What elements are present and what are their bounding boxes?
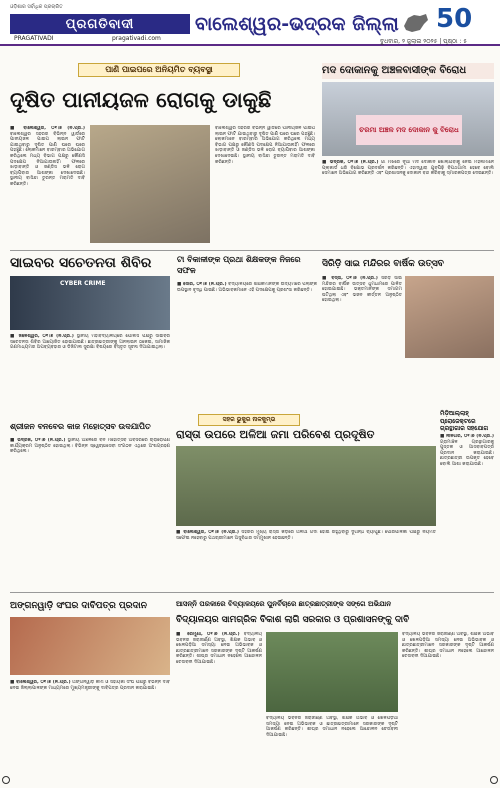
- story1-kicker: ପାଣି ପାଇପରେ ଅନିୟମିତ ବ୍ୟବସ୍ଥା: [78, 63, 240, 77]
- story9-body: ■ ବାଲେଶ୍ୱର, ୦୧।୭ (ନି.ପ୍ର.) ଅଙ୍ଗନୱାଡ଼ି କର୍ମୀ ଓ ସହାୟିକା ସଂଘ ପକ୍ଷରୁ ବିଭିନ୍ନ ଦାବି ନେଇ ଜିଲ୍ଲାପାଳଙ୍କ ମାଧ୍ୟମରେ ମୁଖ୍ୟମନ୍ତ୍ରୀଙ୍କୁ ଦାବିପତ୍ର ପ୍ରଦାନ କରାଯାଇଛି।: [10, 680, 170, 691]
- story10-body: ■ ରେମୁଣା, ୦୧।୭ (ନି.ପ୍ର.) ବିଦ୍ୟାଳୟ ଭବନର ଜରାଜୀର୍ଣ୍ଣ ଅବସ୍ଥା, ଶିକ୍ଷକ ଅଭାବ ଓ ଖେଳପଡ଼ିଆ ସମସ୍ୟା ନେଇ ଅଭିଭାବକ ଓ ଛାତ୍ରଛାତ୍ରୀମାନେ ସରକାରଙ୍କ ଦୃଷ୍ଟି ଆକର୍ଷଣ କରିଛନ୍ତି। ଶୀଘ୍ର ସମାଧାନ ନହେଲେ ଆନ୍ଦୋଳନ ଚେତାବନୀ ଦିଆଯାଇଛି।: [176, 632, 262, 665]
- story3-body: ■ ଜଳେଶ୍ୱର, ୦୧।୭ (ନି.ପ୍ର.) ସ୍ଥାନୀୟ ମହାବିଦ୍ୟାଳୟରେ ପୋଲିସ ପକ୍ଷରୁ ସାଇବର ସଚେତନତା ଶିବିର ଆୟୋଜିତ ହୋଇଯାଇଛି। ଛାତ୍ରଛାତ୍ରୀଙ୍କୁ ଅନଲାଇନ ଠକେଇ, ସାମାଜିକ ଗଣମାଧ୍ୟମର ଅପବ୍ୟବହାର ଓ ଡିଜିଟାଲ ସୁରକ୍ଷା ବିଷୟରେ ବିସ୍ତୃତ ସୂଚନା ଦିଆଯାଇଥିଲା।: [10, 334, 170, 351]
- registration-mark: [2, 776, 10, 784]
- anniversary-badge: 50: [436, 4, 473, 34]
- logo-subtitle: PRAGATIVADI: [14, 35, 54, 42]
- story2-body: ■ ଭଦ୍ରକ, ୦୧।୭ (ନି.ପ୍ର.) ଗାଁ ମଝିରେ ନୂଆ ମଦ ଦୋକାନ ଖୋଲାଯିବାକୁ ନେଇ ମହିଳାମାନେ ପ୍ଲାକାର୍ଡ ଧରି ବିକ୍ଷୋଭ ପ୍ରଦର୍ଶନ କରିଛନ୍ତି। ଏହାଦ୍ୱାରା ଯୁବପିଢ଼ି ବିପଥଗାମୀ ହେବେ ବୋଲି ସେମାନେ ଅଭିଯୋଗ କରିଛନ୍ତି ଏବଂ ପ୍ରଶାସନକୁ ଦୋକାନ ବନ୍ଦ କରିବାକୁ ସ୍ମାରକପତ୍ର ଦେଇଛନ୍ତି।: [322, 160, 494, 177]
- website-link[interactable]: pragativadi.com: [112, 35, 161, 42]
- story9-photo-anganwadi: [10, 617, 170, 675]
- odisha-map-icon: [402, 12, 430, 34]
- story5-body: ■ ବସ୍ତା, ୦୧।୭ (ନି.ପ୍ର.) ସିରିଡ଼ି ସାଇ ମନ୍ଦିରର ବାର୍ଷିକ ଉତ୍ସବ ଧୁମଧାମରେ ପାଳିତ ହୋଇଯାଇଛି। ଭକ୍ତମାନଙ୍କ ସମାଗମ ଘଟିଥିଲା ଏବଂ ଭଜନ କୀର୍ତ୍ତନ ଅନୁଷ୍ଠିତ ହୋଇଥିଲା।: [322, 276, 402, 304]
- story6-photo-garbage: [176, 446, 436, 526]
- story6-body: ■ ବାଲେଶ୍ୱର, ୦୧।୭ (ନି.ପ୍ର.) ସହରର ମୁଖ୍ୟ ରାସ୍ତା କଡ଼ରେ ଅଳିଆ ଗଦା ହୋଇ ରହୁଥିବାରୁ ଦୁର୍ଗନ୍ଧ ବ୍ୟାପୁଛି। ପୌରପାଳିକା ପକ୍ଷରୁ ନିୟମିତ ସଫେଇ ନହେବାରୁ ପଥଚାରୀମାନେ ଅସୁବିଧାର ସମ୍ମୁଖୀନ ହେଉଛନ୍ତି।: [176, 530, 436, 541]
- story3-screen-text: CYBER CRIME: [60, 280, 106, 287]
- dateline: ବୁଧବାର, ୨ ଜୁଲାଇ ୨୦୨୫ | ପୃଷ୍ଠା : ୫: [380, 38, 468, 45]
- story5-headline[interactable]: ସିରିଡ଼ି ସାଇ ମନ୍ଦିରର ବାର୍ଷିକ ଉତ୍ସବ: [322, 259, 444, 269]
- story2-headline[interactable]: ମଦ ଦୋକାନକୁ ଅଞ୍ଚଳବାସୀଙ୍କ ବିରୋଧ: [322, 63, 494, 79]
- story1-body: ■ ବାଲେଶ୍ୱର, ୦୧।୭ (ନି.ପ୍ର.) ବାଲେଶ୍ୱର ସହରର ବିଭିନ୍ନ ୱାର୍ଡରେ ପାନୀୟଜଳ ପାଇପ ଲାଇନ ଫାଟି ଯାଇଥିବାରୁ ଦୂଷିତ ପାଣି ଘରେ ଘରେ ପହଞ୍ଚୁଛି। ଲୋକମାନେ ବାରମ୍ବାର ଅଭିଯୋଗ କରିଥିଲେ ମଧ୍ୟ ବିଭାଗ ପକ୍ଷରୁ କୌଣସି ପଦକ୍ଷେପ ନିଆଯାଉନାହିଁ। ଫଳରେ ଝାଡ଼ାବାନ୍ତି ଓ ଜଣ୍ଡିସ ଭଳି ରୋଗ ବ୍ୟାପିବାର ଆଶଙ୍କା ଦେଖାଦେଇଛି। ସ୍ଥାନୀୟ ବାସିନ୍ଦା ତୁରନ୍ତ ମରାମତି ଦାବି କରିଛନ୍ତି।: [10, 126, 85, 187]
- story4-headline[interactable]: ଟା ବିକାଳୀଙ୍କ ପ୍ରଥା ଶିକ୍ଷକଙ୍କ ନିଜରେ ସଫଳ: [177, 255, 301, 275]
- story10-body-continued: ବିଦ୍ୟାଳୟ ଭବନର ଜରାଜୀର୍ଣ୍ଣ ଅବସ୍ଥା, ଶିକ୍ଷକ ଅଭାବ ଓ ଖେଳପଡ଼ିଆ ସମସ୍ୟା ନେଇ ଅଭିଭାବକ ଓ ଛାତ୍ରଛାତ୍ରୀମାନେ ସରକାରଙ୍କ ଦୃଷ୍ଟି ଆକର୍ଷଣ କରିଛନ୍ତି। ଶୀଘ୍ର ସମାଧାନ ନହେଲେ ଆନ୍ଦୋଳନ ଚେତାବନୀ ଦିଆଯାଇଛି।: [266, 716, 398, 738]
- registration-mark: [490, 776, 498, 784]
- story7-body: ■ ଭଦ୍ରକ, ୦୧।୭ (ନି.ପ୍ର.) ସ୍ଥାନୀୟ ଅଞ୍ଚଳରେ ବନ ମହୋତ୍ସବ ଅବସରରେ ଚାରାରୋପଣ କାର୍ଯ୍ୟକ୍ରମ ଅନୁଷ୍ଠିତ ହୋଇଥିଲା। ବିଭିନ୍ନ ସ୍ୱେଚ୍ଛାସେବୀ ସଂଗଠନ ଏଥିରେ ଅଂଶଗ୍ରହଣ କରିଥିଲେ।: [10, 438, 170, 455]
- story5-photo-temple: [405, 276, 494, 358]
- story1-photo-dirty-water-pit: [90, 125, 210, 243]
- story3-headline[interactable]: ସାଇବର ସଚେତନତା ଶିବିର: [10, 255, 152, 271]
- story7-headline[interactable]: ଶ୍ରୀଜନ ବନବେର କାଜ ମହୋତ୍ସବ ଉଦଯାପିତ: [10, 422, 151, 431]
- story1-headline[interactable]: ଦୂଷିତ ପାନୀୟଜଳ ରୋଗକୁ ଡାକୁଛି: [10, 88, 272, 112]
- story8-headline[interactable]: ମିଡ଼ିଆଲ୍ଲାହ୍ ପ୍ରୋଜେକ୍ଟରେ ଗ୍ରନ୍ଥାଗାର ସହଯୋଗ: [440, 410, 489, 432]
- newspaper-logo[interactable]: ପ୍ରଗତିବାଦୀ: [10, 14, 190, 34]
- story4-body: ■ ସୋର, ୦୧।୭ (ନି.ପ୍ର.) ବିଦ୍ୟାଳୟରେ ଶିକ୍ଷକମାନଙ୍କ ଉଦ୍ୟମରେ ପିଲାଙ୍କ ଉପସ୍ଥାନ ବୃଦ୍ଧି ପାଇଛି। ଅଭିଭାବକମାନେ ଏହି ପଦକ୍ଷେପକୁ ପ୍ରଶଂସା କରିଛନ୍ତି।: [177, 282, 317, 293]
- story2-protest-banner: ଚରମା ଅଞ୍ଚଳ ମଦ ଦୋକାନ କୁ ବିରୋଧ: [356, 115, 462, 145]
- district-title: ବାଲେଶ୍ୱର-ଭଦ୍ରକ ଜିଲ୍ଲା: [195, 13, 399, 35]
- story10-headline-main[interactable]: ବିଦ୍ୟାଳୟର ସାମଗ୍ରିକ ବିକାଶ ଲାଗି ସରକାର ଓ ପ୍ରଶାସନଙ୍କୁ ଦାବି: [176, 615, 410, 625]
- masthead-tagline: ଓଡ଼ିଶାର ସର୍ବାଧିକ ପ୍ରଚାରିତ: [10, 4, 63, 10]
- story6-headline[interactable]: ରାସ୍ତା ଉପରେ ଅଳିଆ ଜମା ପରିବେଶ ପ୍ରଦୂଷିତ: [176, 428, 375, 441]
- story1-body-continued: ବାଲେଶ୍ୱର ସହରର ବିଭିନ୍ନ ୱାର୍ଡରେ ପାନୀୟଜଳ ପାଇପ ଲାଇନ ଫାଟି ଯାଇଥିବାରୁ ଦୂଷିତ ପାଣି ଘରେ ଘରେ ପହଞ୍ଚୁଛି। ଲୋକମାନେ ବାରମ୍ବାର ଅଭିଯୋଗ କରିଥିଲେ ମଧ୍ୟ ବିଭାଗ ପକ୍ଷରୁ କୌଣସି ପଦକ୍ଷେପ ନିଆଯାଉନାହିଁ। ଫଳରେ ଝାଡ଼ାବାନ୍ତି ଓ ଜଣ୍ଡିସ ଭଳି ରୋଗ ବ୍ୟାପିବାର ଆଶଙ୍କା ଦେଖାଦେଇଛି। ସ୍ଥାନୀୟ ବାସିନ୍ଦା ତୁରନ୍ତ ମରାମତି ଦାବି କରିଛନ୍ତି।: [215, 126, 315, 165]
- story6-kicker: ସହର ଭୁକୁର ନାଳକୁମ୍ଭ: [198, 414, 300, 426]
- story10-photo-school: [266, 632, 398, 712]
- story10-headline-top[interactable]: ଆସନ୍ନି ପରକାରେ ବିଦ୍ୟାଳୟରେ ପୁନର୍ବିଚାରେ ଛାତ୍ରଛାତ୍ରୀଙ୍କ ସଙ୍ଗେ ଅଭିଯାନ: [176, 600, 392, 608]
- story9-headline[interactable]: ଅଙ୍ଗନୱାଡ଼ି ସଂଘର ଦାବିପତ୍ର ପ୍ରଦାନ: [10, 601, 147, 611]
- story8-body: ■ ନୀଳଗିରି, ୦୧।୭ (ନି.ପ୍ର.) ଗ୍ରାମାଞ୍ଚଳ ଗ୍ରନ୍ଥାଗାରକୁ ପୁସ୍ତକ ଓ ଆସବାବପତ୍ର ପ୍ରଦାନ କରାଯାଇଛି। ଛାତ୍ରଛାତ୍ରୀ ଉପକୃତ ହେବେ ବୋଲି ଆଶା କରାଯାଉଛି।: [440, 434, 494, 467]
- story10-body-right: ବିଦ୍ୟାଳୟ ଭବନର ଜରାଜୀର୍ଣ୍ଣ ଅବସ୍ଥା, ଶିକ୍ଷକ ଅଭାବ ଓ ଖେଳପଡ଼ିଆ ସମସ୍ୟା ନେଇ ଅଭିଭାବକ ଓ ଛାତ୍ରଛାତ୍ରୀମାନେ ସରକାରଙ୍କ ଦୃଷ୍ଟି ଆକର୍ଷଣ କରିଛନ୍ତି। ଶୀଘ୍ର ସମାଧାନ ନହେଲେ ଆନ୍ଦୋଳନ ଚେତାବନୀ ଦିଆଯାଇଛି।: [402, 632, 494, 660]
